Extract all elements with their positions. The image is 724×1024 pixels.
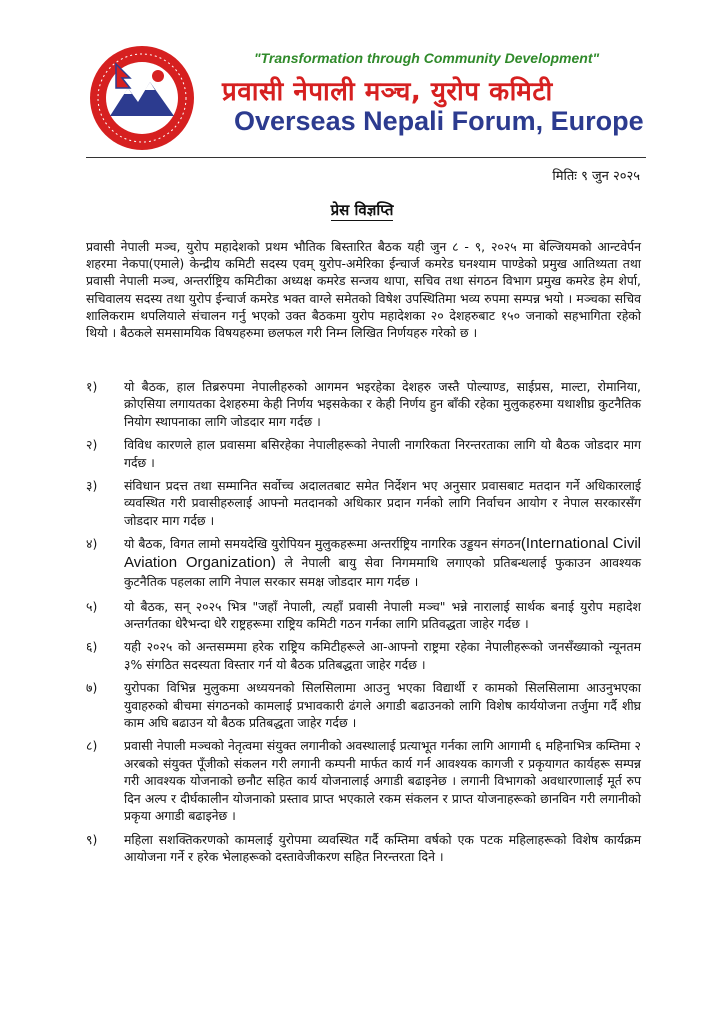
item-text: यो बैठक, सन् २०२५ भित्र "जहाँ नेपाली, त्यहाँ प्रवासी नेपाली मञ्च" भन्ने नारालाई सार्थक बनाई युरोप महादेश अन्तर्गतका धेरैभन्दा धेरै राष्ट्रहरूमा राष्ट्रिय कमिटी गठन गर्नका लागि प्रतिवद्धता जाहेर गर्दछ ।	[124, 598, 641, 632]
list-item	[86, 679, 641, 731]
item-number: ५)	[86, 598, 98, 614]
item-number: ३)	[86, 478, 98, 494]
item-text: संविधान प्रदत्त तथा सम्मानित सर्वोच्च अदालतबाट समेत निर्देशन भए अनुसार प्रवासबाट मतदान गर्ने अधिकारलाई व्यवस्थित गरी प्रवासीहरुलाई आफ्नो मतदानको अधिकार प्रदान गर्नको लागि निर्वाचन आयोग र नेपाल सरकारसँग जोडदार माग गर्दछ ।	[124, 478, 641, 528]
letterhead	[86, 38, 646, 138]
item-number: ६)	[86, 639, 98, 655]
org-name-english: Overseas Nepali Forum, Europe	[234, 106, 644, 136]
item-number: ७)	[86, 680, 98, 696]
item-number: २)	[86, 437, 98, 453]
item-number: ४)	[86, 536, 98, 552]
item-text: यही २०२५ को अन्तसम्ममा हरेक राष्ट्रिय कमिटीहरूले आ-आफ्नो राष्ट्रमा रहेका नेपालीहरूको जनसँख्याको न्यूनतम ३% संगठित सदस्यता विस्तार गर्न यो बैठक प्रतिबद्धता जाहेर गर्दछ ।	[124, 639, 641, 672]
list-item	[86, 535, 641, 591]
decisions-list	[86, 378, 641, 871]
list-item	[86, 598, 641, 633]
item-number: ९)	[86, 831, 98, 847]
document-title-text: प्रेस विज्ञप्ति	[330, 201, 394, 219]
document-title	[0, 200, 724, 220]
tagline: "Transformation through Community Development"	[254, 50, 600, 66]
item-text: प्रवासी नेपाली मञ्चको नेतृत्वमा संयुक्त लगानीको अवस्थालाई प्रत्याभूत गर्नका लागि आगामी ६ महिनाभित्र कम्तिमा २ अरबको संयुक्त पूँजीको संकलन गरी लगानी कम्पनी मार्फत कार्य गर्न आवश्यक कागजी र प्रकृयागत कार्यहरू सम्पन्न गरी आवश्यक योजनाको छनौट सहित कार्य योजनालाई अगाडी बढाइनेछ । लगानी विभागको अवधारणालाई मूर्त रुप दिन अल्प र दीर्घकालीन योजनाको प्रस्ताव प्राप्त भएकाले रकम संकलन र प्राप्त योजनाहरूको छानविन गरी लगानीको प्रकृया अगाडी बढाइनेछ ।	[124, 738, 641, 824]
icao-english-name: (International Civil Aviation Organization)	[124, 535, 641, 572]
item-text: युरोपका विभिन्न मुलुकमा अध्ययनको सिलसिलामा आउनु भएका विद्यार्थी र कामको सिलसिलामा आउनुभएका युवाहरुको बीचमा संगठनको कामलाई प्रभावकारी ढंगले अगाडी बढाउनको लागि विशेष कार्ययोजना तर्जुमा गर्दै शीघ्र काम अघि बढाउन यो बैठक प्रतिबद्धता जाहेर गर्दछ ।	[124, 680, 641, 731]
list-item	[86, 477, 641, 529]
item-text: यो बैठक, हाल तिब्ररुपमा नेपालीहरुको आगमन भइरहेका देशहरु जस्तै पोल्याण्ड, साईप्रस, माल्टा, रोमानिया, क्रोएसिया लगायतका देशहरुमा केही निर्णय भइसकेका र केही निर्णय हुन बाँकी रहेका मुलुकहरुमा यथाशीघ्र कुटनैतिक नियोग स्थापनाका लागि जोडदार माग गर्दछ ।	[124, 379, 641, 429]
item-text: विविध कारणले हाल प्रवासमा बसिरहेका नेपालीहरूको नेपाली नागरिकता निरन्तरताका लागि यो बैठक जोडदार माग गर्दछ ।	[124, 437, 641, 470]
item-text-part: ले नेपाली बायु सेवा निगममाथि लगाएको प्रतिबन्धलाई फुकाउन आवश्यक कुटनैतिक पहलका लागि नेपाल सरकार समक्ष जोडदार माग गर्दछ ।	[124, 555, 641, 589]
list-item	[86, 638, 641, 673]
list-item	[86, 737, 641, 824]
forum-logo	[86, 42, 198, 154]
item-number: ८)	[86, 738, 98, 754]
date-line: मितिः ९ जुन २०२५	[552, 169, 640, 184]
list-item	[86, 436, 641, 471]
header-divider	[86, 157, 646, 158]
item-number: १)	[86, 379, 98, 394]
intro-paragraph: प्रवासी नेपाली मञ्च, युरोप महादेशको प्रथम भौतिक बिस्तारित बैठक यही जुन ८ - ९, २०२५ मा बेल्जियमको आन्टवेर्पन शहरमा नेकपा(एमाले) केन्द्रीय कमिटी सदस्य एवम् युरोप-अमेरिका ईन्चार्ज कमरेड घनश्याम पाण्डेको प्रमुख आतिथ्यता तथा प्रवासी नेपाली मञ्च, अन्तर्राष्ट्रिय कमिटीका अध्यक्ष कमरेड सन्जय थापा, सचिव तथा संगठन विभाग प्रमुख कमरेड हेम शेर्पा, सचिवालय सदस्य तथा युरोप ईन्चार्ज कमरेड भक्त वाग्ले समेतको विषेश उपस्थितिमा भव्य रुपमा सम्पन्न भयो । मञ्चका सचिव शालिकराम थपलियाले संचालन गर्नु भएको उक्त बैठकमा युरोप महादेशका २० देशहरुबाट १५० जनाको सहभागिता रहेको थियो । बैठकले समसामयिक विषयहरुमा छलफल गरी निम्न लिखित निर्णयहरु गरेको छ ।	[86, 239, 641, 341]
item-text-part: यो बैठक, विगत लामो समयदेखि युरोपियन मुलुकहरूमा अन्तर्राष्ट्रिय नागरिक उड्डयन संगठन	[124, 536, 521, 552]
item-text	[124, 535, 641, 591]
list-item	[86, 831, 641, 866]
item-text: महिला सशक्तिकरणको कामलाई युरोपमा व्यवस्थित गर्दै कम्तिमा वर्षको एक पटक महिलाहरूको विशेष कार्यक्रम आयोजना गर्ने र हरेक भेलाहरूको दस्तावेजीकरण सहित निरन्तरता दिने ।	[124, 831, 641, 864]
org-name-nepali: प्रवासी नेपाली मञ्च, युरोप कमिटी	[222, 77, 553, 107]
list-item	[86, 378, 641, 430]
